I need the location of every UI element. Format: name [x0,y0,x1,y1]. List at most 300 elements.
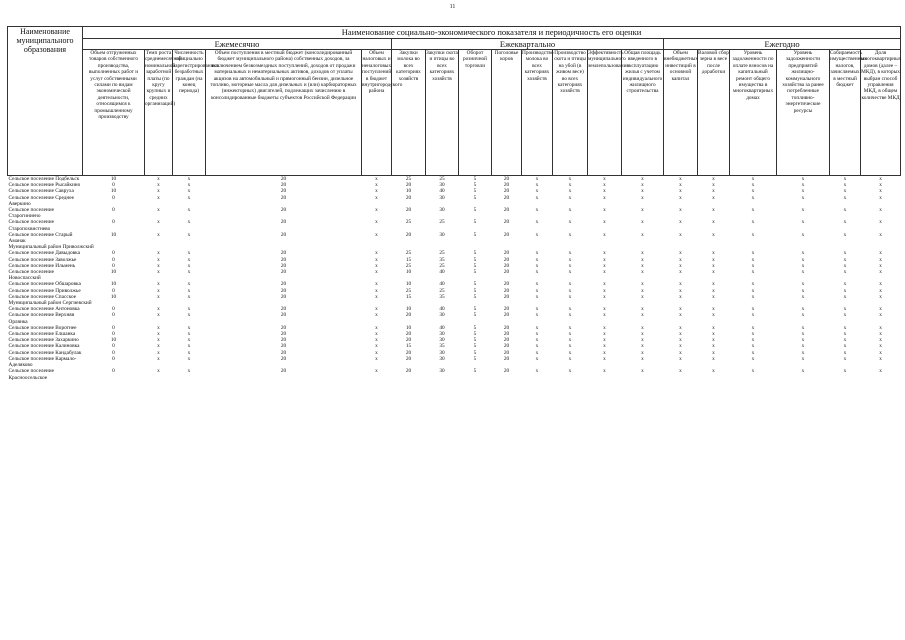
column-header-3: Численность официально зарегистрированных безработных граждан (на конец периода) [173,50,206,176]
table-row [8,207,901,219]
cell-value: x [641,182,644,189]
row-name: Сельское поселение Новоспасский [8,269,54,282]
cell-value: x [712,293,715,300]
cell-value: 5 [473,337,477,344]
cell-value: 10 [110,281,117,288]
cell-value: 25 [405,219,412,226]
cell-value: x [375,331,378,338]
cell-value: 20 [280,343,287,350]
cell-value: x [751,355,755,362]
cell-value: 5 [473,269,477,276]
cell-value: x [801,269,805,276]
cell-value: 30 [439,331,445,338]
cell-value: 10 [405,188,412,195]
cell-value: x [157,188,160,195]
cell-value: x [603,331,606,338]
cell-value: 5 [473,176,477,182]
cell-value: 5 [473,182,477,189]
row-name: Сельское поселение Старый Аманак [8,231,73,245]
cell-value: x [641,324,644,331]
cell-value: x [641,331,644,338]
cell-value: x [679,219,682,226]
header-period-monthly: Ежемесячно [83,39,392,50]
cell-value: x [879,287,882,294]
cell-value: x [843,287,847,294]
cell-value: x [751,281,755,288]
cell-value: x [375,337,378,344]
cell-value: 10 [110,176,117,182]
cell-value: x [879,188,882,195]
cell-value: x [375,306,378,313]
cell-value: x [801,331,805,338]
cell-value: x [801,368,805,375]
cell-value: x [843,368,847,375]
cell-value: x [801,256,805,263]
cell-value: 20 [405,355,412,362]
cell-value: x [751,331,755,338]
column-header-13: Общая площадь введенного в эксплуатацию жилья с учетом индивидуального жилищного строительства [622,50,664,176]
cell-value: x [679,331,682,338]
cell-value: 0 [112,219,115,226]
cell-value: x [535,312,539,319]
cell-value: x [375,287,378,294]
cell-value: x [843,331,847,338]
table-row [8,176,901,183]
cell-value: x [751,293,755,300]
cell-value: 20 [280,182,287,189]
cell-value: x [751,269,755,276]
cell-value: x [603,250,606,257]
cell-value: x [801,176,805,182]
cell-value: 0 [112,207,115,214]
cell-value: x [568,343,572,350]
cell-value: x [603,256,606,263]
cell-value: x [751,194,755,201]
cell-value: 25 [439,219,445,226]
cell-value: x [157,343,160,350]
cell-value: x [641,176,644,182]
cell-value: 40 [439,306,445,313]
cell-value: x [535,269,539,276]
cell-value: 5 [473,207,477,214]
cell-value: 20 [280,269,287,276]
cell-value: x [712,250,715,257]
cell-value: 30 [439,337,445,344]
cell-value: x [603,293,606,300]
cell-value: x [751,368,755,375]
cell-value: 0 [112,182,115,189]
cell-value: x [801,231,805,238]
cell-value: 20 [280,262,287,269]
cell-value: 20 [280,306,287,313]
header-period-quarterly: Ежеквартально [392,39,664,50]
cell-value: 5 [473,287,477,294]
cell-value: 10 [110,231,117,238]
cell-value: x [157,194,160,201]
cell-value: x [157,368,160,375]
cell-value: x [751,207,755,214]
cell-value: x [843,176,847,182]
cell-value: x [603,337,606,344]
cell-value: 5 [473,281,477,288]
cell-value: 5 [473,231,477,238]
cell-value: x [679,188,682,195]
cell-value: 20 [280,188,287,195]
cell-value: x [535,349,539,356]
cell-value: x [375,207,378,214]
cell-value: x [879,355,882,362]
cell-value: x [603,368,606,375]
cell-value: x [641,349,644,356]
cell-value: x [375,256,378,263]
cell-value: 20 [405,368,412,375]
cell-value: x [641,337,644,344]
cell-value: x [712,256,715,263]
row-name: Сельское поселение Старопохвистнево [8,219,54,232]
cell-value: 0 [112,312,115,319]
cell-value: 25 [439,176,445,182]
cell-value: x [568,207,572,214]
cell-value: x [535,281,539,288]
cell-value: x [157,231,160,238]
row-name: Сельское поселение Приволжье [8,287,81,294]
cell-value: x [187,182,191,189]
cell-value: 20 [503,188,510,195]
cell-value: x [157,312,160,319]
cell-value: x [157,331,160,338]
cell-value: x [879,293,882,300]
cell-value: x [603,231,606,238]
cell-value: 30 [439,312,445,319]
cell-value: 40 [439,281,445,288]
cell-value: x [187,337,191,344]
cell-value: 40 [439,188,445,195]
cell-value: x [712,176,715,182]
cell-value: 40 [439,269,445,276]
cell-value: 20 [280,355,287,362]
cell-value: 20 [280,207,287,214]
cell-value: x [801,287,805,294]
cell-value: x [751,256,755,263]
cell-value: 20 [503,293,510,300]
cell-value: x [603,306,606,313]
cell-value: 20 [503,287,510,294]
cell-value: x [568,188,572,195]
cell-value: x [751,182,755,189]
cell-value: 10 [110,188,117,195]
cell-value: x [375,324,378,331]
header-indicators-title: Наименование социально-экономического показателя и периодичность его оценки [83,27,901,39]
cell-value: 20 [405,349,412,356]
cell-value: 5 [473,256,477,263]
cell-value: 20 [503,368,510,375]
cell-value: x [603,324,606,331]
row-name: Сельское поселение Старогиниено [8,207,54,220]
cell-value: 20 [503,207,510,214]
cell-value: 10 [405,324,412,331]
row-name: Сельское поселение Рысайкино [8,182,81,189]
cell-value: x [535,188,539,195]
cell-value: x [375,231,378,238]
cell-value: x [879,256,882,263]
cell-value: x [879,219,882,226]
cell-value: 20 [280,293,287,300]
cell-value: x [157,256,160,263]
cell-value: 0 [112,343,115,350]
cell-value: x [801,262,805,269]
cell-value: x [879,324,882,331]
cell-value: x [679,281,682,288]
cell-value: 30 [439,355,445,362]
cell-value: 20 [503,349,510,356]
column-header-5: Объем налоговых и неналоговых поступлений в бюджет внутригородского района [362,50,392,176]
row-name: Муниципальный район Приволжский [8,244,94,251]
cell-value: x [712,349,715,356]
cell-value: x [679,312,682,319]
cell-value: x [157,355,160,362]
cell-value: x [679,269,682,276]
cell-value: x [879,343,882,350]
cell-value: x [879,337,882,344]
cell-value: x [603,188,606,195]
cell-value: 30 [439,368,445,375]
cell-value: x [843,355,847,362]
cell-value: x [187,368,191,375]
cell-value: x [568,287,572,294]
cell-value: 20 [503,231,510,238]
cell-value: 20 [503,194,510,201]
column-header-18: Собираемость имущественных налогов, зачисляемых в местный бюджет [830,50,861,176]
cell-value: x [712,324,715,331]
cell-value: x [879,368,882,375]
cell-value: 10 [110,337,117,344]
cell-value: x [712,368,715,375]
cell-value: x [843,312,847,319]
cell-value: x [843,349,847,356]
cell-value: 20 [280,337,287,344]
cell-value: x [679,349,682,356]
cell-value: x [568,324,572,331]
cell-value: x [603,194,606,201]
cell-value: x [712,194,715,201]
row-name: Сельское поселение Калиновка [8,343,80,350]
cell-value: x [535,250,539,257]
cell-value: x [712,331,715,338]
cell-value: x [843,231,847,238]
cell-value: 5 [473,219,477,226]
row-name: Сельское поселение Среднее Аверкино [8,194,74,207]
cell-value: 20 [280,324,287,331]
cell-value: x [843,324,847,331]
cell-value: x [568,331,572,338]
cell-value: x [568,355,572,362]
cell-value: 0 [112,287,115,294]
cell-value: 5 [473,306,477,313]
cell-value: x [375,194,378,201]
table-row [8,356,901,368]
cell-value: 20 [280,281,287,288]
cell-value: x [801,324,805,331]
cell-value: x [712,269,715,276]
column-header-8: Оборот розничной торговли [459,50,492,176]
cell-value: 20 [503,182,510,189]
row-name: Сельское поселение Обшаровка [8,281,81,288]
cell-value: 15 [405,256,412,263]
row-name: Сельское поселение Захаркино [8,337,79,344]
cell-value: x [679,176,682,182]
indicators-table [7,26,901,381]
cell-value: 5 [473,324,477,331]
cell-value: x [712,182,715,189]
cell-value: 0 [112,250,115,257]
cell-value: 20 [503,306,510,313]
cell-value: x [843,188,847,195]
cell-value: x [375,312,378,319]
cell-value: 20 [405,337,412,344]
cell-value: x [641,368,644,375]
cell-value: x [187,312,191,319]
cell-value: x [801,219,805,226]
cell-value: x [157,207,160,214]
cell-value: x [801,182,805,189]
cell-value: 25 [439,250,445,257]
column-header-7: Закупки скота и птицы во всех категориях хозяйств [426,50,459,176]
cell-value: x [157,293,160,300]
column-header-10: Производство молока во всех категориях хозяйств [522,50,553,176]
cell-value: 0 [112,349,115,356]
table-row [8,232,901,244]
cell-value: x [641,188,644,195]
cell-value: x [375,219,378,226]
cell-value: x [187,281,191,288]
cell-value: x [843,182,847,189]
cell-value: x [603,343,606,350]
table-row [8,368,901,380]
cell-value: 20 [280,176,287,182]
cell-value: x [843,194,847,201]
cell-value: x [712,312,715,319]
cell-value: x [879,250,882,257]
cell-value: x [603,207,606,214]
column-header-17: Уровень задолженности предприятий жилищно-коммунального хозяйства за ранее потребленные топливно-энергетические ресурсы [777,50,830,176]
row-name: Сельское поселение Красноосельское [8,368,54,381]
cell-value: x [801,293,805,300]
cell-value: x [375,355,378,362]
cell-value: x [603,281,606,288]
cell-value: 20 [405,194,412,201]
cell-value: x [751,312,755,319]
cell-value: x [751,219,755,226]
cell-value: x [801,306,805,313]
table-row [8,312,901,324]
cell-value: x [641,207,644,214]
cell-value: x [712,262,715,269]
cell-value: 20 [280,368,287,375]
cell-value: 5 [473,188,477,195]
cell-value: x [535,287,539,294]
cell-value: x [679,231,682,238]
cell-value: 30 [439,194,445,201]
cell-value: 20 [280,219,287,226]
cell-value: x [801,343,805,350]
column-header-6: Закупки молока во всех категориях хозяйств [392,50,426,176]
cell-value: x [535,343,539,350]
cell-value: x [187,256,191,263]
cell-value: 20 [503,337,510,344]
cell-value: x [641,256,644,263]
cell-value: x [603,176,606,182]
cell-value: 30 [439,207,445,214]
row-name: Сельское поселение Ильмень [8,262,76,269]
cell-value: x [641,250,644,257]
column-header-2: Темп роста среднемесячной номинальной заработной платы (по кругу крупных и средних организаций) [145,50,173,176]
cell-value: 20 [280,312,287,319]
cell-value: x [535,331,539,338]
cell-value: x [879,207,882,214]
cell-value: 15 [405,293,412,300]
cell-value: x [157,306,160,313]
cell-value: x [535,219,539,226]
cell-value: x [157,219,160,226]
cell-value: x [187,194,191,201]
cell-value: 0 [112,324,115,331]
cell-value: x [535,293,539,300]
cell-value: 20 [503,176,510,182]
cell-value: x [879,281,882,288]
column-header-14: Объем внебюджетных инвестиций в основной капитал [664,50,698,176]
cell-value: 5 [473,343,477,350]
cell-value: x [603,269,606,276]
table-row [8,219,901,231]
cell-value: x [187,355,191,362]
cell-value: x [641,262,644,269]
cell-value: 20 [503,250,510,257]
cell-value: x [535,306,539,313]
cell-value: x [751,349,755,356]
cell-value: x [879,182,882,189]
cell-value: x [535,262,539,269]
cell-value: x [641,306,644,313]
column-header-12: Эффективность муниципального землепользования [588,50,622,176]
cell-value: x [641,281,644,288]
column-header-row [8,50,901,176]
cell-value: x [375,368,378,375]
cell-value: x [535,337,539,344]
cell-value: 20 [503,269,510,276]
cell-value: 20 [405,331,412,338]
cell-value: x [751,324,755,331]
cell-value: 0 [112,331,115,338]
cell-value: x [801,188,805,195]
cell-value: x [751,262,755,269]
cell-value: 5 [473,349,477,356]
cell-value: 20 [280,349,287,356]
cell-value: 35 [439,293,445,300]
page-number: 11 [449,4,456,10]
cell-value: x [375,182,378,189]
cell-value: 30 [439,182,445,189]
table-row [8,269,901,281]
cell-value: x [535,324,539,331]
cell-value: x [603,349,606,356]
cell-value: x [801,349,805,356]
cell-value: x [879,306,882,313]
cell-value: x [712,188,715,195]
column-header-11: Производство скота и птицы на убой (в живом весе) во всех категориях хозяйств [553,50,588,176]
table-row [8,195,901,207]
cell-value: x [679,324,682,331]
cell-value: x [751,231,755,238]
